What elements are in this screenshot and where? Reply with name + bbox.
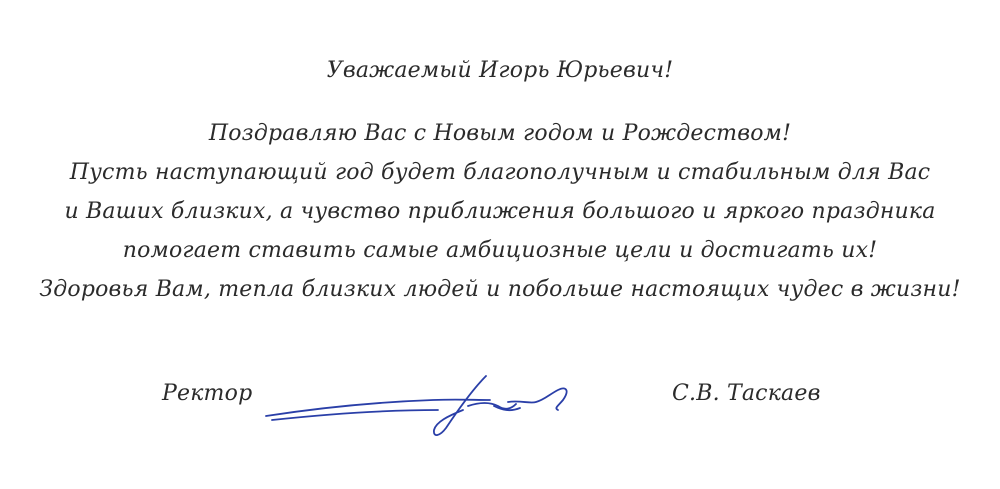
body-line: Пусть наступающий год будет благополучным и стабильным для Вас <box>69 160 931 185</box>
signature-image <box>258 366 578 446</box>
body-line: Здоровья Вам, тепла близких людей и побольше настоящих чудес в жизни! <box>39 277 961 302</box>
body-line: Поздравляю Вас с Новым годом и Рождеством! <box>208 121 792 146</box>
body-line: помогает ставить самые амбициозные цели и достигать их! <box>122 238 878 263</box>
greeting: Уважаемый Игорь Юрьевич! <box>326 58 674 83</box>
body-line: и Ваших близких, а чувство приближения большого и яркого праздника <box>64 199 936 224</box>
letter-body <box>0 114 1000 309</box>
signer-title: Ректор <box>162 381 253 406</box>
signer-name: С.В. Таскаев <box>672 381 821 406</box>
